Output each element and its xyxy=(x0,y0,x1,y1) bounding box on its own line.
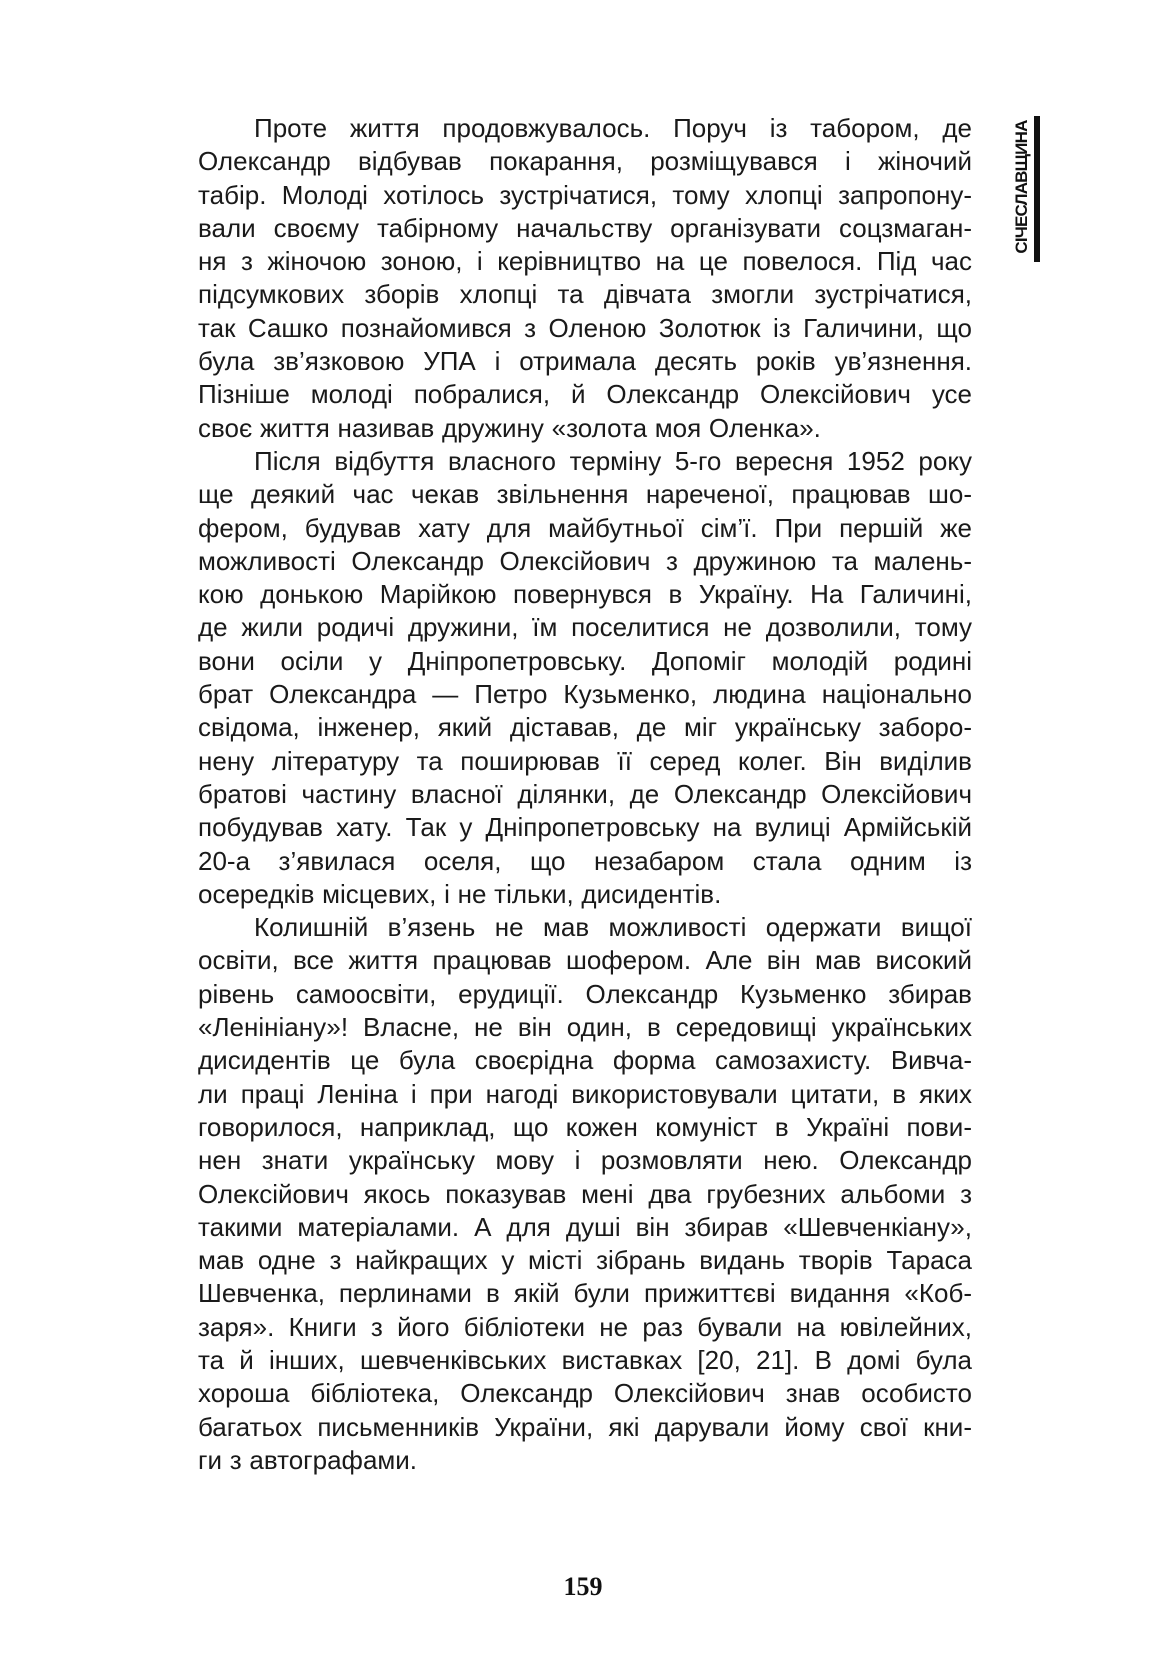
text-line: ли праці Леніна і при нагоді використовували цитати, в яких xyxy=(198,1078,972,1109)
text-line: була зв’язковою УПА і отримала десять років ув’язнення. xyxy=(198,346,972,377)
text-line: Олександр відбував покарання, розміщувався і жіночий xyxy=(198,146,972,177)
text-line: рівень самоосвіти, ерудиції. Олександр Кузьменко збирав xyxy=(198,978,972,1009)
text-line: ня з жіночою зоною, і керівництво на це повелося. Під час xyxy=(198,246,972,277)
text-line: табір. Молоді хотілось зустрічатися, тому хлопці запропону- xyxy=(198,179,972,210)
text-line: мав одне з найкращих у місті зібрань видань творів Тараса xyxy=(198,1245,972,1276)
text-line: Проте життя продовжувалось. Поруч із табором, де xyxy=(254,113,972,143)
text-line: Колишній в’язень не мав можливості одержати вищої xyxy=(254,912,972,943)
section-logo xyxy=(1002,116,1038,262)
text-line: освіти, все життя працював шофером. Але він мав високий xyxy=(198,945,972,976)
text-line: так Сашко познайомився з Оленою Золотюк із Галичини, що xyxy=(198,312,972,343)
text-line: своє життя називав дружину «золота моя Оленка». xyxy=(198,412,821,443)
text-line: заря». Книги з його бібліотеки не раз бували на ювілейних, xyxy=(198,1311,972,1342)
text-line: вони осіли у Дніпропетровську. Допоміг молодій родині xyxy=(198,645,972,676)
text-line: брат Олександра — Петро Кузьменко, людина національно xyxy=(198,679,972,710)
text-line: такими матеріалами. А для душі він збирав «Шевченкіану», xyxy=(198,1211,972,1242)
text-line: говорилося, наприклад, що кожен комуніст в Україні пови- xyxy=(198,1111,972,1142)
text-line: дисидентів це була своєрідна форма самозахисту. Вивча- xyxy=(198,1045,972,1076)
text-line: Пізніше молоді побралися, й Олександр Олексійович усе xyxy=(198,379,972,410)
text-line: 20-а з’явилася оселя, що незабаром стала одним із xyxy=(198,845,972,876)
text-line: фером, будував хату для майбутньої сім’ї. При першій же xyxy=(198,512,972,543)
paragraph xyxy=(198,445,972,911)
text-line: вали своєму табірному начальству організувати соцзмаган- xyxy=(198,212,972,243)
text-line: осередків місцевих, і не тільки, дисидентів. xyxy=(198,878,722,909)
text-line: свідома, інженер, який діставав, де міг українську заборо- xyxy=(198,712,972,743)
text-line: братові частину власної ділянки, де Олександр Олексійович xyxy=(198,778,972,809)
text-line: багатьох письменників України, які дарували йому свої кни- xyxy=(198,1411,972,1442)
body-text xyxy=(198,112,972,1477)
section-logo-bar xyxy=(1034,116,1040,262)
page-number: 159 xyxy=(563,1572,603,1601)
text-line: кою донькою Марійкою повернувся в Україну. На Галичині, xyxy=(198,579,972,610)
text-line: Олексійович якось показував мені два грубезних альбоми з xyxy=(198,1178,972,1209)
paragraph xyxy=(198,911,972,1477)
text-line: Шевченка, перлинами в якій були прижиттєві видання «Коб- xyxy=(198,1278,972,1309)
text-line: та й інших, шевченківських виставках [20, 21]. В домі була xyxy=(198,1344,972,1375)
text-line: Після відбуття власного терміну 5-го вересня 1952 року xyxy=(254,445,972,476)
text-line: нену літературу та поширював її серед колег. Він виділив xyxy=(198,745,972,776)
paragraph xyxy=(198,112,972,445)
text-line: нен знати українську мову і розмовляти нею. Олександр xyxy=(198,1145,972,1176)
text-line: «Ленініану»! Власне, не він один, в середовищі українських xyxy=(198,1012,972,1043)
section-logo-text: СІЧЕСЛАВЩИНА xyxy=(1012,120,1031,254)
text-line: можливості Олександр Олексійович з дружиною та малень- xyxy=(198,545,972,576)
text-line: хороша бібліотека, Олександр Олексійович знав особисто xyxy=(198,1378,972,1409)
text-line: ги з автографами. xyxy=(198,1444,418,1475)
text-line: підсумкових зборів хлопці та дівчата змогли зустрічатися, xyxy=(198,279,972,310)
text-line: де жили родичі дружини, їм поселитися не дозволили, тому xyxy=(198,612,972,643)
text-line: ще деякий час чекав звільнення нареченої, працював шо- xyxy=(198,479,972,510)
text-line: побудував хату. Так у Дніпропетровську на вулиці Армійській xyxy=(198,812,972,843)
